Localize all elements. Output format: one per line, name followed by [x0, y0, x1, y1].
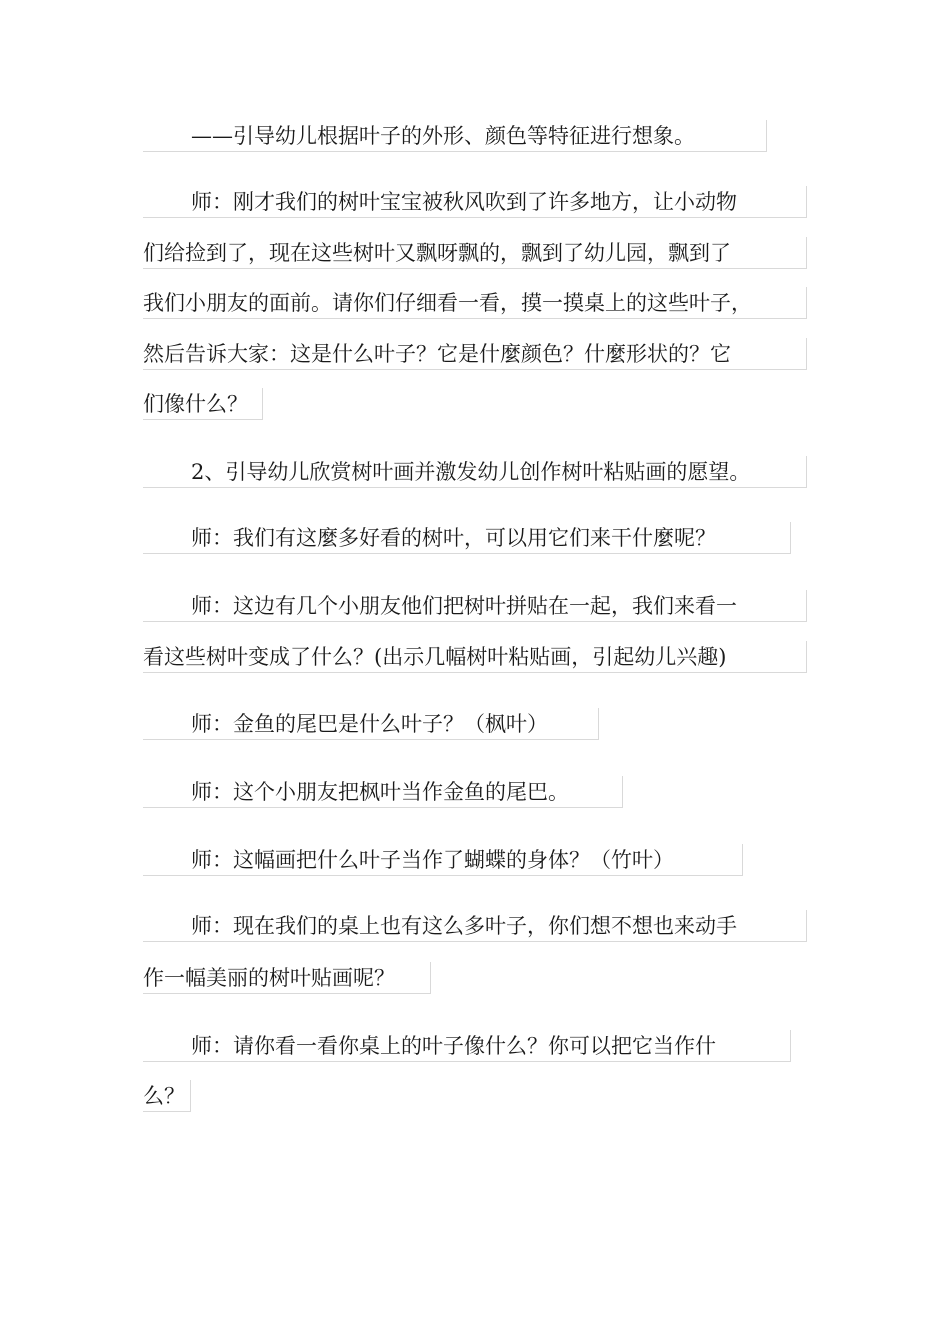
- text-line: ——引导幼儿根据叶子的外形、颜色等特征进行想象。: [143, 120, 767, 152]
- text-line: 然后告诉大家：这是什么叶子？它是什麼颜色？什麼形状的？它: [143, 338, 807, 370]
- text-line: 看这些树叶变成了什么？(出示几幅树叶粘贴画，引起幼儿兴趣): [143, 641, 807, 673]
- text-line: 师：刚才我们的树叶宝宝被秋风吹到了许多地方，让小动物: [143, 186, 807, 218]
- text-line: 2、引导幼儿欣赏树叶画并激发幼儿创作树叶粘贴画的愿望。: [143, 456, 807, 488]
- text-line: 师：请你看一看你桌上的叶子像什么？你可以把它当作什: [143, 1030, 791, 1062]
- text-line: 作一幅美丽的树叶贴画呢？: [143, 962, 431, 994]
- text-line: 师：这幅画把什么叶子当作了蝴蝶的身体？（竹叶）: [143, 844, 743, 876]
- text-line: 师：我们有这麼多好看的树叶，可以用它们来干什麼呢？: [143, 522, 791, 554]
- text-line: 师：现在我们的桌上也有这么多叶子，你们想不想也来动手: [143, 910, 807, 942]
- text-line: 我们小朋友的面前。请你们仔细看一看，摸一摸桌上的这些叶子，: [143, 287, 807, 319]
- text-line: 么？: [143, 1080, 191, 1112]
- text-line: 们给捡到了，现在这些树叶又飘呀飘的，飘到了幼儿园，飘到了: [143, 237, 807, 269]
- text-line: 师：这个小朋友把枫叶当作金鱼的尾巴。: [143, 776, 623, 808]
- text-line: 们像什么？: [143, 388, 263, 420]
- text-line: 师：这边有几个小朋友他们把树叶拼贴在一起，我们来看一: [143, 590, 807, 622]
- text-line: 师：金鱼的尾巴是什么叶子？（枫叶）: [143, 708, 599, 740]
